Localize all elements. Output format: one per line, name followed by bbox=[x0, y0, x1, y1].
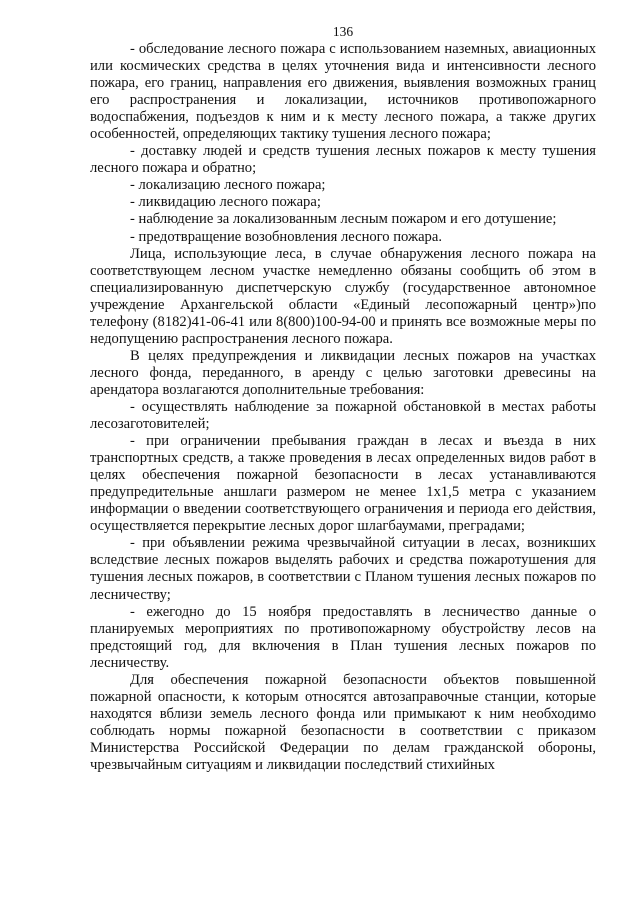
paragraph-lease-requirements: В целях предупреждения и ликвидации лесных пожаров на участках лесного фонда, переданного, в аренду с целью заготовки древесины на арендатора возлагаются дополнительные требования: bbox=[90, 347, 596, 398]
document-body bbox=[90, 41, 596, 774]
page-number: 136 bbox=[332, 24, 354, 39]
bullet-delivery: - доставку людей и средств тушения лесных пожаров к месту тушения лесного пожара и обратно; bbox=[90, 143, 596, 177]
bullet-annual-report: - ежегодно до 15 ноября предоставлять в лесничество данные о планируемых мероприятиях по противопожарному обустройству лесов на предстоящий год, для включения в План тушения лесных пожаров по лесничеству. bbox=[90, 603, 596, 671]
paragraph-high-risk-objects: Для обеспечения пожарной безопасности объектов повышенной пожарной опасности, к которым относятся автозаправочные станции, которые находятся вблизи земель лесного фонда или примыкают к ним необходимо соблюдать нормы пожарной безопасности в соответствии с приказом Министерства Российской Федерации по делам гражданской обороны, чрезвычайным ситуациям и ликвидации последствий стихийных bbox=[90, 671, 596, 773]
bullet-fire-watch: - осуществлять наблюдение за пожарной обстановкой в местах работы лесозаготовителей; bbox=[90, 398, 596, 433]
bullet-access-restriction: - при ограничении пребывания граждан в лесах и въезда в них транспортных средств, а также проведения в лесах определенных видов работ в целях обеспечения пожарной безопасности в лесах устанавливаются предупредительные аншлаги размером не менее 1х1,5 метра с указанием информации о введении соответствующего ограничения и периода его действия, осуществляется перекрытие лесных дорог шлагбаумами, преградами; bbox=[90, 433, 596, 535]
bullet-fire-inspection: - обследование лесного пожара с использованием наземных, авиационных или космических средства в целях уточнения вида и интенсивности лесного пожара, его границ, направления его движения, выявления возможных границ его распространения и локализации, источников противопожарного водоспабжения, подъездов к ним и к месту лесного пожара, а также других особенностей, определяющих тактику тушения лесного пожара; bbox=[90, 41, 596, 143]
bullet-liquidation: - ликвидацию лесного пожара; bbox=[130, 194, 321, 211]
bullet-monitoring: - наблюдение за локализованным лесным пожаром и его дотушение; bbox=[130, 211, 557, 228]
bullet-prevention: - предотвращение возобновления лесного пожара. bbox=[130, 228, 442, 245]
paragraph-reporting-duty: Лица, использующие леса, в случае обнаружения лесного пожара на соответствующем лесном участке немедленно обязаны сообщить об этом в специализированную диспетчерскую службу (государственное автономное учреждение Архангельской области «Единый лесопожарный центр»)по телефону (8182)41-06-41 или 8(800)100-94-00 и принять все возможные меры по недопущению распространения лесного пожара. bbox=[90, 245, 596, 347]
bullet-emergency-resources: - при объявлении режима чрезвычайной ситуации в лесах, возникших вследствие лесных пожаров выделять рабочих и средства пожаротушения для тушения лесных пожаров, в соответствии с Планом тушения лесных пожаров по лесничеству; bbox=[90, 535, 596, 603]
bullet-localization: - локализацию лесного пожара; bbox=[130, 177, 326, 194]
